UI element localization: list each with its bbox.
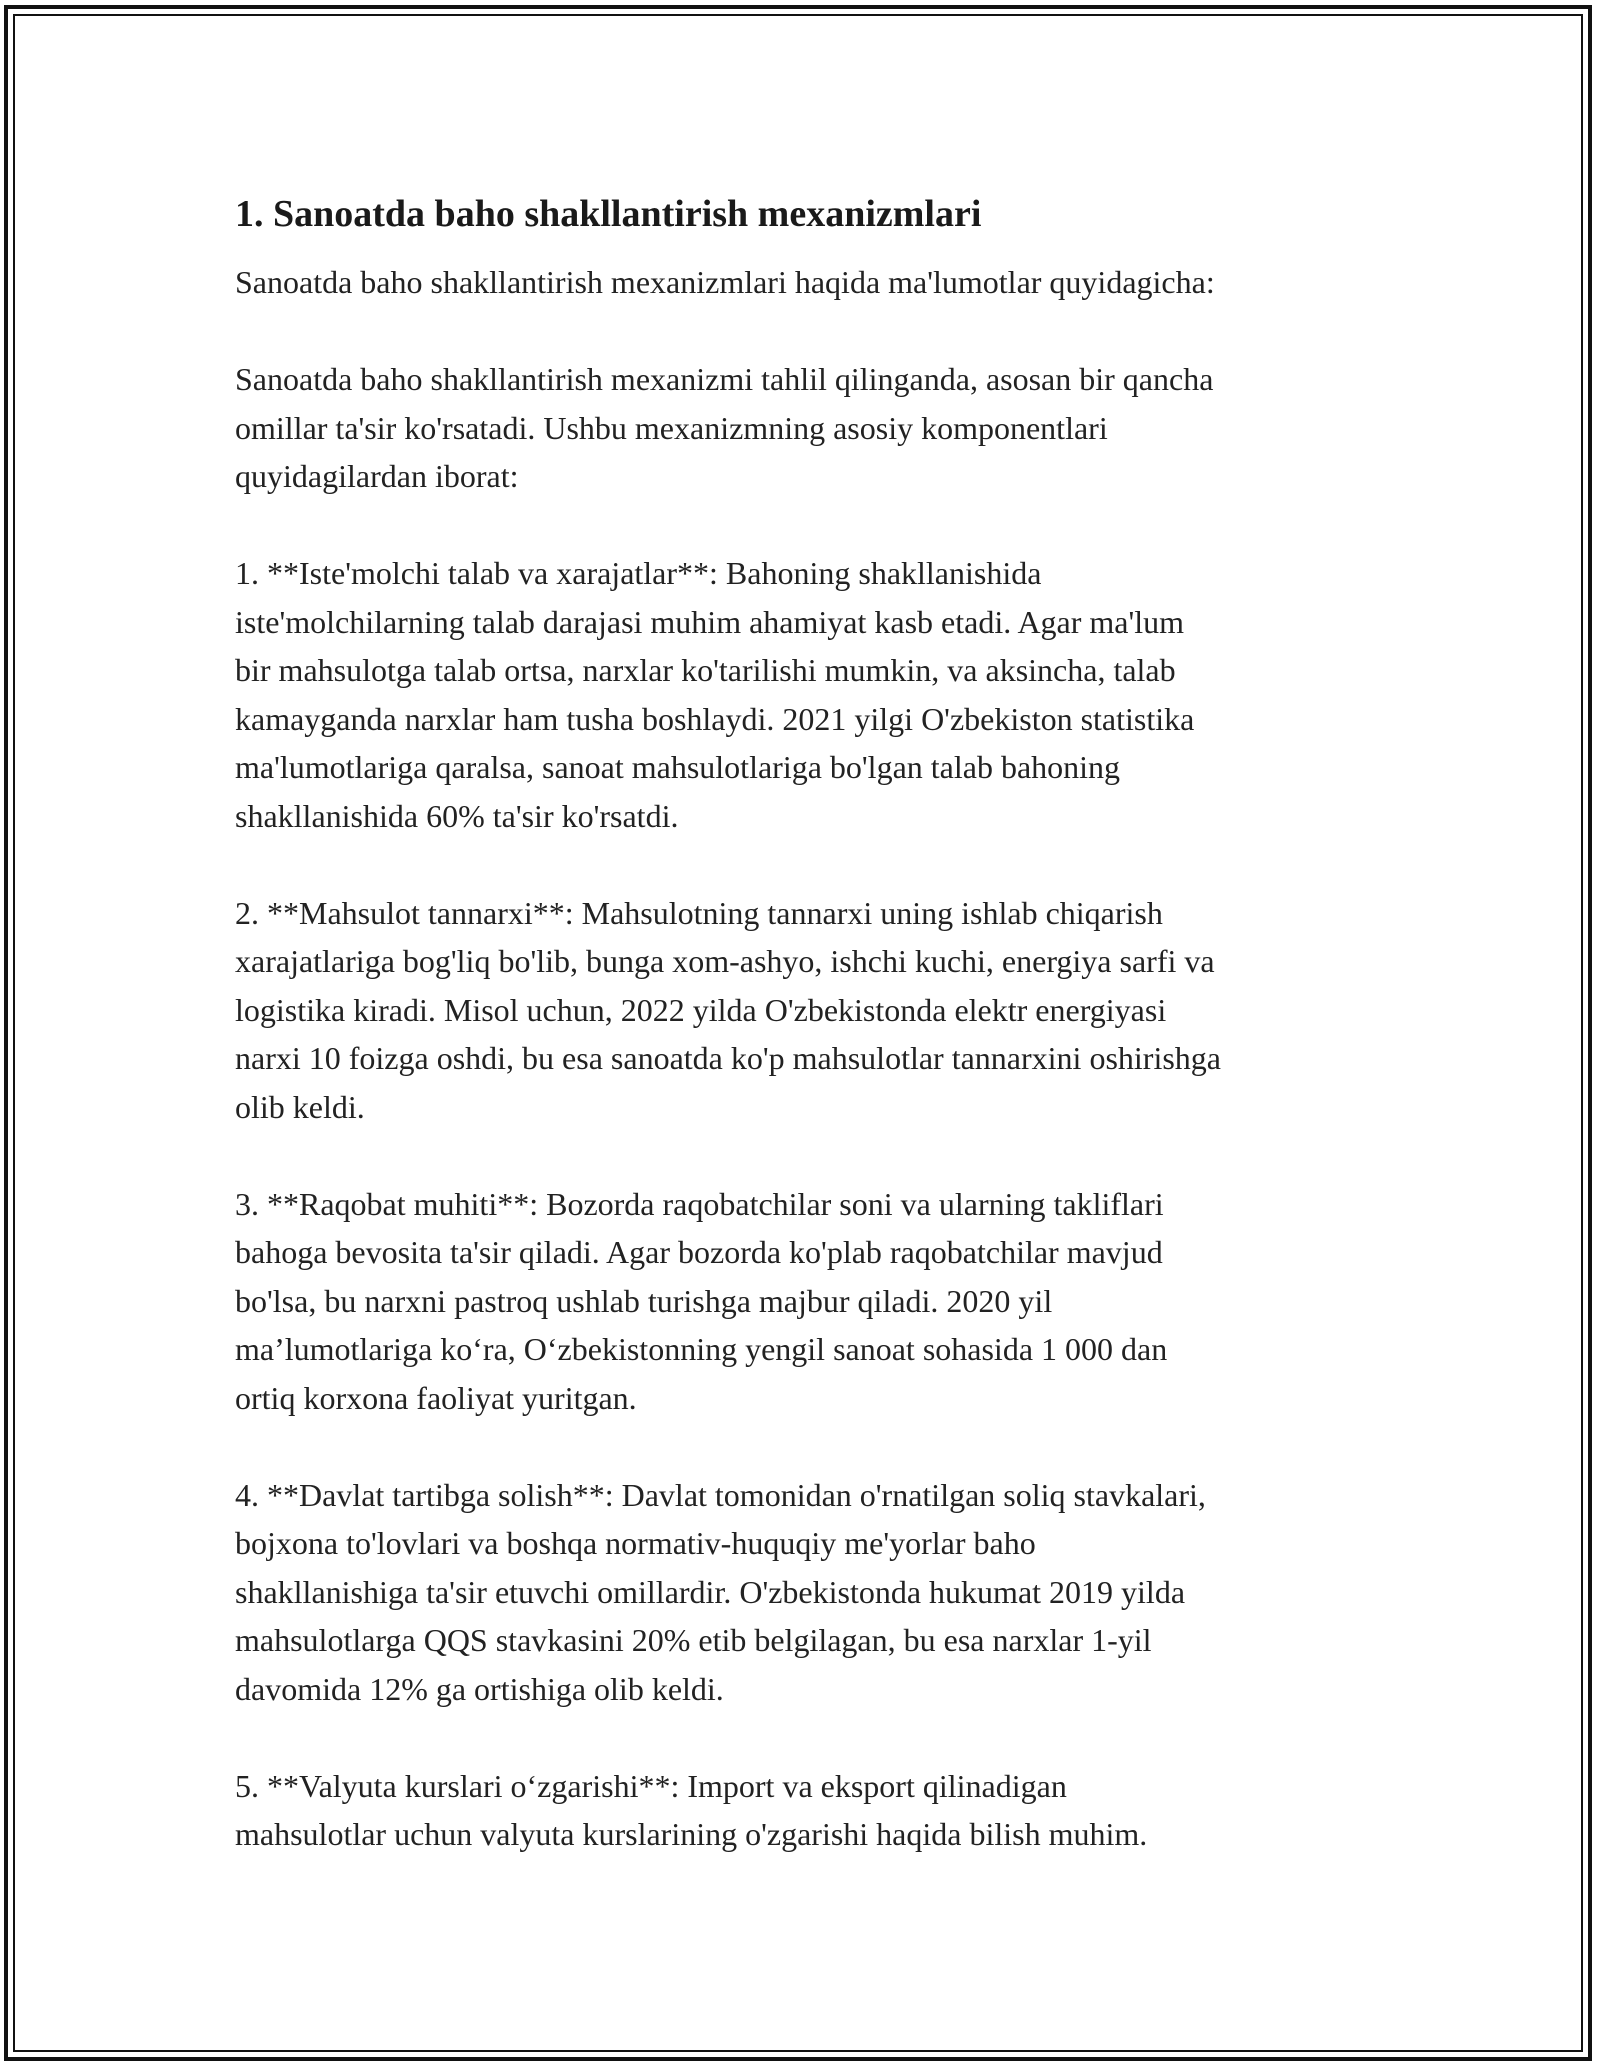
paragraph-overview: Sanoatda baho shakllantirish mexanizmi tahlil qilinganda, asosan bir qancha omillar ta'sir ko'rsatadi. Ushbu mexanizmning asosiy komponentlari quyidagilardan iborat: <box>235 361 1214 494</box>
paragraph-product-cost: 2. **Mahsulot tannarxi**: Mahsulotning tannarxi uning ishlab chiqarish xarajatlariga bog'liq bo'lib, bunga xom-ashyo, ishchi kuchi, energiya sarfi va logistika kiradi. Misol uchun, 2022 yilda O'zbekistonda elektr energiyasi narxi 10 foizga oshdi, bu esa sanoatda ko'p mahsulotlar tannarxini oshirishga olib keldi. <box>235 894 1221 1125</box>
document-body <box>235 190 1375 1859</box>
paragraph-competition: 3. **Raqobat muhiti**: Bozorda raqobatchilar soni va ularning takliflari bahoga bevosita ta'sir qiladi. Agar bozorda ko'plab raqobatchilar mavjud bo'lsa, bu narxni pastroq ushlab turishga majbur qiladi. 2020 yil ma’lumotlariga ko‘ra, O‘zbekistonning yengil sanoat sohasida 1 000 dan ortiq korxona faoliyat yuritgan. <box>235 1185 1168 1416</box>
paragraph-consumer-demand: 1. **Iste'molchi talab va xarajatlar**: Bahoning shakllanishida iste'molchilarning talab darajasi muhim ahamiyat kasb etadi. Agar ma'lum bir mahsulotga talab ortsa, narxlar ko'tarilishi mumkin, va aksincha, talab kamayganda narxlar ham tusha boshlaydi. 2021 yilgi O'zbekiston statistika ma'lumotlariga qaralsa, sanoat mahsulotlariga bo'lgan talab bahoning shakllanishida 60% ta'sir ko'rsatdi. <box>235 555 1195 834</box>
paragraph-state-regulation: 4. **Davlat tartibga solish**: Davlat tomonidan o'rnatilgan soliq stavkalari, bojxona to'lovlari va boshqa normativ-huquqiy me'yorlar baho shakllanishiga ta'sir etuvchi omillardir. O'zbekistonda hukumat 2019 yilda mahsulotlarga QQS stavkasini 20% etib belgilagan, bu esa narxlar 1-yil davomida 12% ga ortishiga olib keldi. <box>235 1476 1206 1707</box>
paragraph-exchange-rates: 5. **Valyuta kurslari o‘zgarishi**: Import va eksport qilinadigan mahsulotlar uchun valyuta kurslarining o'zgarishi haqida bilish muhim. <box>235 1767 1148 1852</box>
intro-paragraph: Sanoatda baho shakllantirish mexanizmlari haqida ma'lumotlar quyidagicha: <box>235 264 1215 300</box>
document-title: 1. Sanoatda baho shakllantirish mexanizmlari <box>235 193 982 235</box>
